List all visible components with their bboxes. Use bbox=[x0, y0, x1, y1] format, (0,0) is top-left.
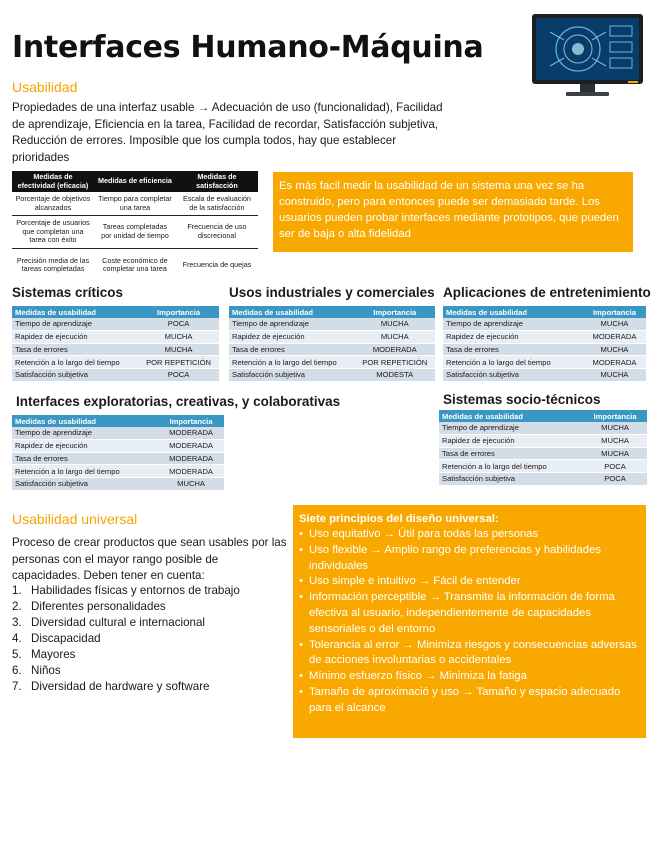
col-header: Medidas de usabilidad bbox=[439, 410, 583, 422]
table-entretenimiento bbox=[443, 306, 646, 382]
cell: MODERADA bbox=[583, 330, 646, 343]
metrics-cell: Coste económico de completar una tarea bbox=[94, 248, 176, 277]
col-header: Medidas de usabilidad bbox=[229, 306, 355, 318]
col-header: Medidas de usabilidad bbox=[12, 306, 138, 318]
table-industriales bbox=[229, 306, 435, 382]
principles-list bbox=[299, 527, 640, 717]
cell: Tasa de errores bbox=[439, 447, 583, 460]
metrics-cell: Precisión media de las tareas completadas bbox=[12, 248, 94, 277]
principles-heading: Siete principios del diseño universal: bbox=[299, 513, 499, 525]
cell: MUCHA bbox=[583, 369, 646, 382]
list-item: 3. Diversidad cultural e internacional bbox=[12, 616, 205, 629]
metrics-cell: Frecuencia de uso discrecional bbox=[176, 216, 258, 249]
col-header: Importancia bbox=[158, 415, 224, 427]
col-header: Medidas de usabilidad bbox=[12, 415, 158, 427]
principle-item: • Información perceptible → Transmite la información de forma efectiva al usuario, independientemente de capacidades sensoriales o del entorno bbox=[299, 590, 640, 637]
cell: MUCHA bbox=[583, 343, 646, 356]
col-header: Importancia bbox=[583, 410, 647, 422]
metrics-cell: Escala de evaluación de la satisfacción bbox=[176, 192, 258, 216]
table-title-entretenimiento: Aplicaciones de entretenimiento bbox=[443, 285, 651, 300]
cell: Rapidez de ejecución bbox=[12, 439, 158, 452]
universal-intro: Proceso de crear productos que sean usables por las personas con el mayor rango posible de capacidades. Deben tener en cuenta: bbox=[12, 536, 287, 582]
table-exploratorias bbox=[12, 415, 224, 491]
cell: MODERADA bbox=[158, 465, 224, 478]
cell: POCA bbox=[138, 318, 219, 330]
table-title-criticos: Sistemas críticos bbox=[12, 285, 124, 300]
metrics-cell: Tiempo para completar una tarea bbox=[94, 192, 176, 216]
col-header: Importancia bbox=[583, 306, 646, 318]
cell: Rapidez de ejecución bbox=[443, 330, 583, 343]
cell: Retención a lo largo del tiempo bbox=[229, 356, 355, 369]
list-item: 6. Niños bbox=[12, 664, 61, 677]
cell: Rapidez de ejecución bbox=[12, 330, 138, 343]
list-item: 1. Habilidades físicas y entornos de trabajo bbox=[12, 584, 240, 597]
cell: Satisfacción subjetiva bbox=[443, 369, 583, 382]
cell: Rapidez de ejecución bbox=[229, 330, 355, 343]
cell: Satisfacción subjetiva bbox=[439, 473, 583, 486]
cell: Rapidez de ejecución bbox=[439, 434, 583, 447]
col-header: Medidas de usabilidad bbox=[443, 306, 583, 318]
cell: Satisfacción subjetiva bbox=[12, 369, 138, 382]
metrics-header-3: Medidas de satisfacción bbox=[176, 171, 258, 192]
cell: Tasa de errores bbox=[12, 343, 138, 356]
cell: Tasa de errores bbox=[12, 452, 158, 465]
metrics-cell: Frecuencia de quejas bbox=[176, 248, 258, 277]
cell: Tiempo de aprendizaje bbox=[12, 318, 138, 330]
cell: POCA bbox=[583, 473, 647, 486]
cell: MUCHA bbox=[583, 434, 647, 447]
metrics-cell: Porcentaje de usuarios que completan una tarea con éxito bbox=[12, 216, 94, 249]
cell: Retención a lo largo del tiempo bbox=[439, 460, 583, 473]
page-title: Interfaces Humano-Máquina bbox=[12, 30, 484, 65]
cell: Tiempo de aprendizaje bbox=[229, 318, 355, 330]
cell: Tasa de errores bbox=[443, 343, 583, 356]
cell: MODERADA bbox=[158, 427, 224, 439]
principle-item: • Uso simple e intuitivo → Fácil de entender bbox=[299, 574, 640, 590]
cell: MODERADA bbox=[355, 343, 435, 356]
cell: MUCHA bbox=[355, 318, 435, 330]
cell: POCA bbox=[583, 460, 647, 473]
principle-item: • Tolerancia al error → Minimiza riesgos y consecuencias adversas de acciones involuntarias o accidentales bbox=[299, 638, 640, 670]
cell: Satisfacción subjetiva bbox=[229, 369, 355, 382]
cell: MUCHA bbox=[583, 318, 646, 330]
cell: MODERADA bbox=[158, 439, 224, 452]
cell: MUCHA bbox=[583, 422, 647, 434]
cell: MUCHA bbox=[158, 478, 224, 491]
usabilidad-note: Es más facil medir la usabilidad de un sistema una vez se ha construido, pero para entonces puede ser demasiado tarde. Los usuarios pueden probar interfaces mediante prototipos, que pueden ser de baja o alta fidelidad bbox=[273, 172, 633, 252]
table-title-industriales: Usos industriales y comerciales bbox=[229, 285, 435, 300]
list-item: 4. Discapacidad bbox=[12, 632, 101, 645]
cell: MUCHA bbox=[138, 343, 219, 356]
principles-box bbox=[293, 505, 646, 738]
cell: Tiempo de aprendizaje bbox=[439, 422, 583, 434]
usabilidad-text: Propiedades de una interfaz usable → Adecuación de uso (funcionalidad), Facilidad de aprendizaje, Eficiencia en la tarea, Facilidad de recordar, Satisfacción subjetiva, Reducción de errores. Imposible que los cumpla todos, hay que establecer prioridades bbox=[12, 101, 443, 164]
list-item: 7. Diversidad de hardware y software bbox=[12, 680, 210, 693]
cell: MUCHA bbox=[138, 330, 219, 343]
universal-heading: Usabilidad universal bbox=[12, 511, 138, 527]
universal-list bbox=[12, 583, 287, 695]
principle-item: • Uso equitativo → Útil para todas las personas bbox=[299, 527, 640, 543]
table-criticos bbox=[12, 306, 219, 382]
cell: MODERADA bbox=[158, 452, 224, 465]
col-header: Importancia bbox=[138, 306, 219, 318]
cell: Retención a lo largo del tiempo bbox=[443, 356, 583, 369]
cell: Retención a lo largo del tiempo bbox=[12, 356, 138, 369]
principle-item: • Tamaño de aproximació y uso → Tamaño y espacio adecuado para el alcance bbox=[299, 685, 640, 717]
cell: Satisfacción subjetiva bbox=[12, 478, 158, 491]
list-item: 2. Diferentes personalidades bbox=[12, 600, 166, 613]
cell: POCA bbox=[138, 369, 219, 382]
metrics-table bbox=[12, 171, 258, 277]
table-sociotecnicos bbox=[439, 410, 647, 486]
cell: Tiempo de aprendizaje bbox=[12, 427, 158, 439]
cell: MUCHA bbox=[355, 330, 435, 343]
list-item: 5. Mayores bbox=[12, 648, 76, 661]
cell: MODESTA bbox=[355, 369, 435, 382]
metrics-header-1: Medidas de efectividad (eficacia) bbox=[12, 171, 94, 192]
cell: POR REPETICIÓN bbox=[355, 356, 435, 369]
cell: POR REPETICIÓN bbox=[138, 356, 219, 369]
table-title-exploratorias: Interfaces exploratorias, creativas, y colaborativas bbox=[16, 394, 341, 409]
metrics-header-2: Medidas de eficiencia bbox=[94, 171, 176, 192]
metrics-cell: Tareas completadas por unidad de tiempo bbox=[94, 216, 176, 249]
cell: MODERADA bbox=[583, 356, 646, 369]
cell: MUCHA bbox=[583, 447, 647, 460]
principle-item: • Uso flexible → Amplio rango de preferencias y habilidades individuales bbox=[299, 543, 640, 575]
principle-item: • Mínimo esfuerzo físico → Minimiza la fatiga bbox=[299, 669, 640, 685]
col-header: Importancia bbox=[355, 306, 435, 318]
table-title-sociotecnicos: Sistemas socio-técnicos bbox=[443, 392, 601, 407]
cell: Retención a lo largo del tiempo bbox=[12, 465, 158, 478]
metrics-cell: Porcentaje de objetivos alcanzados bbox=[12, 192, 94, 216]
cell: Tasa de errores bbox=[229, 343, 355, 356]
cell: Tiempo de aprendizaje bbox=[443, 318, 583, 330]
usabilidad-heading: Usabilidad bbox=[12, 79, 78, 95]
monitor-hologram-icon bbox=[530, 12, 645, 98]
